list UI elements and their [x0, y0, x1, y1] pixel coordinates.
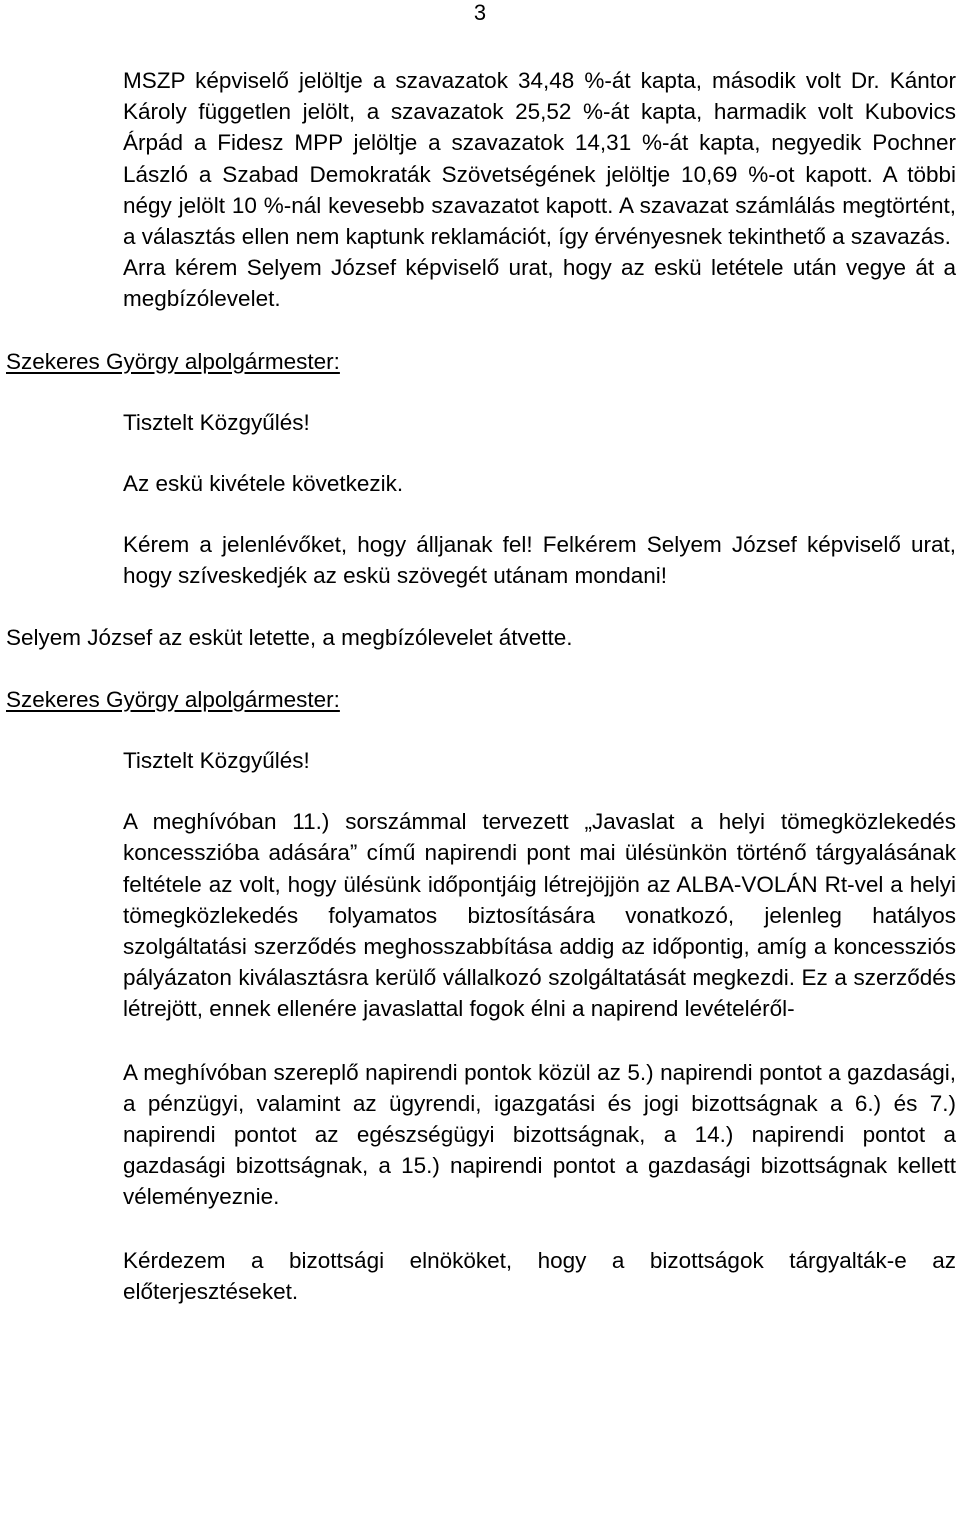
- speaker-heading: Szekeres György alpolgármester:: [6, 348, 340, 374]
- paragraph-salutation: Tisztelt Közgyűlés!: [123, 748, 310, 774]
- paragraph-agenda-committees: A meghívóban szereplő napirendi pontok közül az 5.) napirendi pontot a gazdasági, a pénzügyi, valamint az ügyrendi, igazgatási és jogi bizottságnak a 6.) és 7.) napirendi pontot az egészségügyi bizottságnak, a 14.) napirendi pontot a gazdasági bizottságnak, a 15.) napirendi pontot a gazdasági bizottságnak kellett véleményeznie.: [123, 1059, 956, 1210]
- paragraph-committee-question: Kérdezem a bizottsági elnököket, hogy a bizottságok tárgyalták-e az előterjesztéseket.: [123, 1247, 956, 1304]
- paragraph-election-results: MSZP képviselő jelöltje a szavazatok 34,48 %-át kapta, második volt Dr. Kántor Károly független jelölt, a szavazatok 25,52 %-át kapta, harmadik volt Kubovics Árpád a Fidesz MPP jelöltje a szavazatok 14,31 %-át kapta, negyedik Pochner László a Szabad Demokraták Szövetségének jelöltje 10,69 %-ot kapott. A többi négy jelölt 10 %-nál kevesebb szavazatot kapott. A szavazat számlálás megtörtént, a választás ellen nem kaptunk reklamációt, így érvényesnek tekinthető a szavazás.: [123, 68, 956, 250]
- page-number: 3: [473, 0, 487, 25]
- paragraph-salutation: Tisztelt Közgyűlés!: [123, 409, 310, 435]
- paragraph-oath-announcement: Az eskü kivétele következik.: [123, 471, 404, 497]
- paragraph-agenda-transport: A meghívóban 11.) sorszámmal tervezett „Javaslat a helyi tömegközlekedés koncesszióba adására” című napirendi pont mai ülésünkön történő tárgyalásának feltétele az volt, hogy ülésünk időpontjáig létrejöjjön az ALBA-VOLÁN Rt-vel a helyi tömegközlekedés folyamatos biztosítására vonatkozó, jelenleg hatályos szolgáltatási szerződés meghosszabbítása addig az időpontig, amíg a koncessziós pályázaton kiválasztásra kerülő vállalkozó szolgáltatását megkezdi. Ez a szerződés létrejött, ennek ellenére javaslattal fogok élni a napirend levételéről-: [123, 809, 956, 1022]
- speaker-heading: Szekeres György alpolgármester:: [6, 686, 340, 712]
- paragraph-credential-request: Arra kérem Selyem József képviselő urat, hogy az eskü letétele után vegye át a megbízólevelet.: [123, 255, 956, 312]
- paragraph-oath-taken: Selyem József az esküt letette, a megbízólevelet átvette.: [6, 624, 573, 650]
- document-body: [6, 65, 956, 1307]
- paragraph-oath-request: Kérem a jelenlévőket, hogy álljanak fel! Felkérem Selyem József képviselő urat, hogy szíveskedjék az eskü szövegét utánam mondani!: [123, 532, 956, 589]
